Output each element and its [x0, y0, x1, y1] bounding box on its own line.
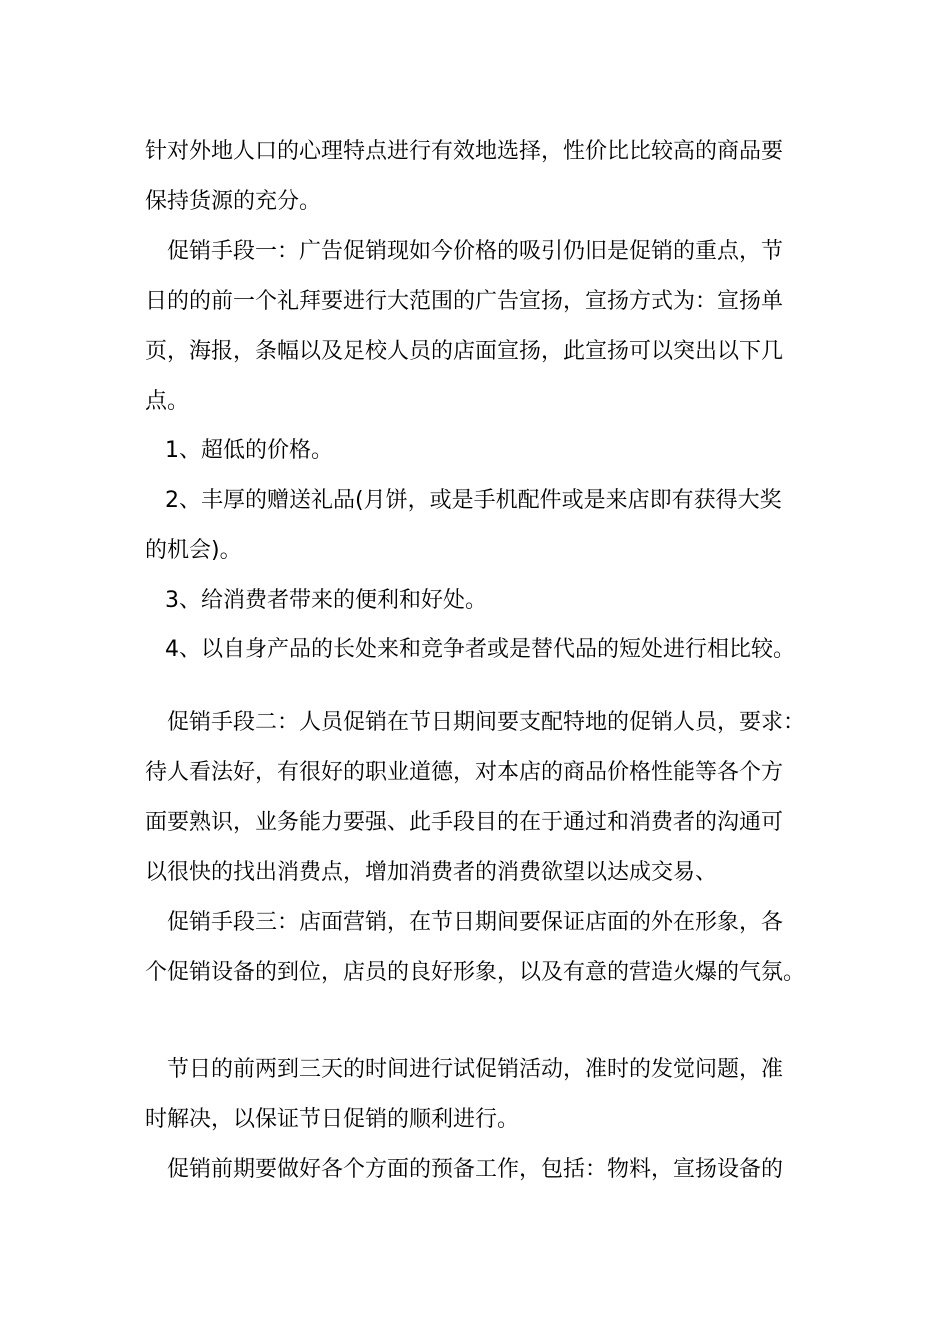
list-item: 3、给消费者带来的便利和好处。 [165, 588, 487, 613]
paragraph-line: 促销手段一：广告促销现如今价格的吸引仍旧是促销的重点，节 [167, 239, 784, 264]
list-item: 2、丰厚的赠送礼品(月饼，或是手机配件或是来店即有获得大奖 [165, 488, 782, 513]
paragraph-line: 待人看法好，有很好的职业道德，对本店的商品价格性能等各个方 [145, 760, 784, 785]
paragraph-line: 日的的前一个礼拜要进行大范围的广告宣扬，宣扬方式为：宣扬单 [145, 289, 784, 314]
paragraph-line: 促销前期要做好各个方面的预备工作，包括：物料，宣扬设备的 [167, 1157, 784, 1182]
paragraph-line: 针对外地人口的心理特点进行有效地选择，性价比比较高的商品要 [145, 139, 784, 164]
paragraph-line: 点。 [145, 389, 190, 414]
paragraph-line: 个促销设备的到位，店员的良好形象，以及有意的营造火爆的气氛。 [145, 960, 806, 985]
paragraph-line: 节日的前两到三天的时间进行试促销活动，准时的发觉问题，准 [167, 1057, 784, 1082]
paragraph-line: 时解决，以保证节日促销的顺利进行。 [145, 1107, 520, 1132]
paragraph-line: 促销手段二：人员促销在节日期间要支配特地的促销人员，要求： [167, 710, 806, 735]
paragraph-line: 面要熟识，业务能力要强、此手段目的在于通过和消费者的沟通可 [145, 810, 784, 835]
paragraph-line: 的机会)。 [145, 538, 242, 563]
paragraph-line: 促销手段三：店面营销，在节日期间要保证店面的外在形象，各 [167, 910, 784, 935]
paragraph-line: 页，海报，条幅以及足校人员的店面宣扬，此宣扬可以突出以下几 [145, 339, 784, 364]
list-item: 1、超低的价格。 [165, 438, 333, 463]
list-item: 4、以自身产品的长处来和竞争者或是替代品的短处进行相比较。 [165, 637, 795, 662]
paragraph-line: 保持货源的充分。 [145, 189, 322, 214]
paragraph-line: 以很快的找出消费点，增加消费者的消费欲望以达成交易、 [145, 860, 718, 885]
